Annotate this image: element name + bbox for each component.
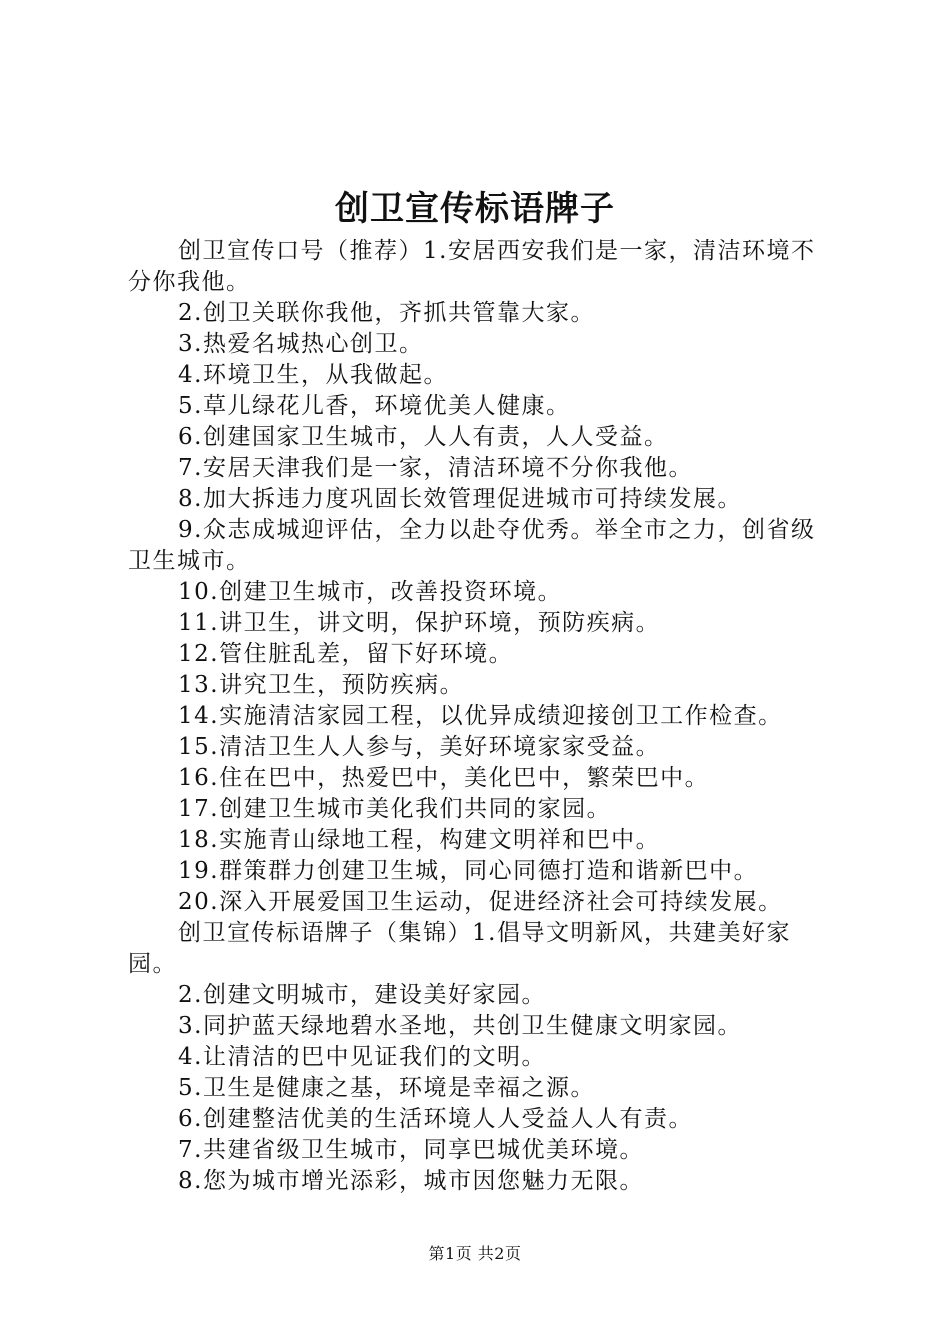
paragraph: 20.深入开展爱国卫生运动，促进经济社会可持续发展。 bbox=[178, 889, 783, 915]
paragraph: 19.群策群力创建卫生城，同心同德打造和谐新巴中。 bbox=[178, 858, 759, 884]
document-title: 创卫宣传标语牌子 bbox=[335, 189, 615, 229]
paragraph: 15.清洁卫生人人参与，美好环境家家受益。 bbox=[178, 734, 661, 760]
paragraph: 11.讲卫生，讲文明，保护环境，预防疾病。 bbox=[178, 610, 661, 636]
paragraph: 10.创建卫生城市，改善投资环境。 bbox=[178, 579, 563, 605]
paragraph: 创卫宣传标语牌子（集锦）1.倡导文明新风，共建美好家园。 bbox=[128, 920, 791, 977]
paragraph: 8.加大拆违力度巩固长效管理促进城市可持续发展。 bbox=[178, 486, 742, 512]
paragraph: 7.共建省级卫生城市，同享巴城优美环境。 bbox=[178, 1137, 644, 1163]
paragraph: 4.让清洁的巴中见证我们的文明。 bbox=[178, 1044, 546, 1070]
paragraph: 17.创建卫生城市美化我们共同的家园。 bbox=[178, 796, 612, 822]
paragraph: 2.创建文明城市，建设美好家园。 bbox=[178, 982, 546, 1008]
paragraph: 14.实施清洁家园工程，以优异成绩迎接创卫工作检查。 bbox=[178, 703, 783, 729]
paragraph: 创卫宣传口号（推荐）1.安居西安我们是一家，清洁环境不分你我他。 bbox=[128, 238, 816, 295]
paragraph: 2.创卫关联你我他，齐抓共管靠大家。 bbox=[178, 300, 595, 326]
paragraph: 6.创建整洁优美的生活环境人人受益人人有责。 bbox=[178, 1106, 693, 1132]
paragraph: 5.草儿绿花儿香，环境优美人健康。 bbox=[178, 393, 571, 419]
paragraph: 16.住在巴中，热爱巴中，美化巴中，繁荣巴中。 bbox=[178, 765, 710, 791]
paragraph: 18.实施青山绿地工程，构建文明祥和巴中。 bbox=[178, 827, 661, 853]
paragraph: 8.您为城市增光添彩，城市因您魅力无限。 bbox=[178, 1168, 644, 1194]
document-body bbox=[128, 236, 834, 1197]
paragraph: 3.同护蓝天绿地碧水圣地，共创卫生健康文明家园。 bbox=[178, 1013, 742, 1039]
paragraph: 3.热爱名城热心创卫。 bbox=[178, 331, 424, 357]
paragraph: 6.创建国家卫生城市，人人有责，人人受益。 bbox=[178, 424, 669, 450]
paragraph: 13.讲究卫生，预防疾病。 bbox=[178, 672, 465, 698]
paragraph: 4.环境卫生，从我做起。 bbox=[178, 362, 448, 388]
paragraph: 7.安居天津我们是一家，清洁环境不分你我他。 bbox=[178, 455, 693, 481]
paragraph: 12.管住脏乱差，留下好环境。 bbox=[178, 641, 514, 667]
paragraph: 9.众志成城迎评估，全力以赴夺优秀。举全市之力，创省级卫生城市。 bbox=[128, 517, 816, 574]
paragraph: 5.卫生是健康之基，环境是幸福之源。 bbox=[178, 1075, 595, 1101]
page-footer: 第1页 共2页 bbox=[428, 1244, 522, 1263]
